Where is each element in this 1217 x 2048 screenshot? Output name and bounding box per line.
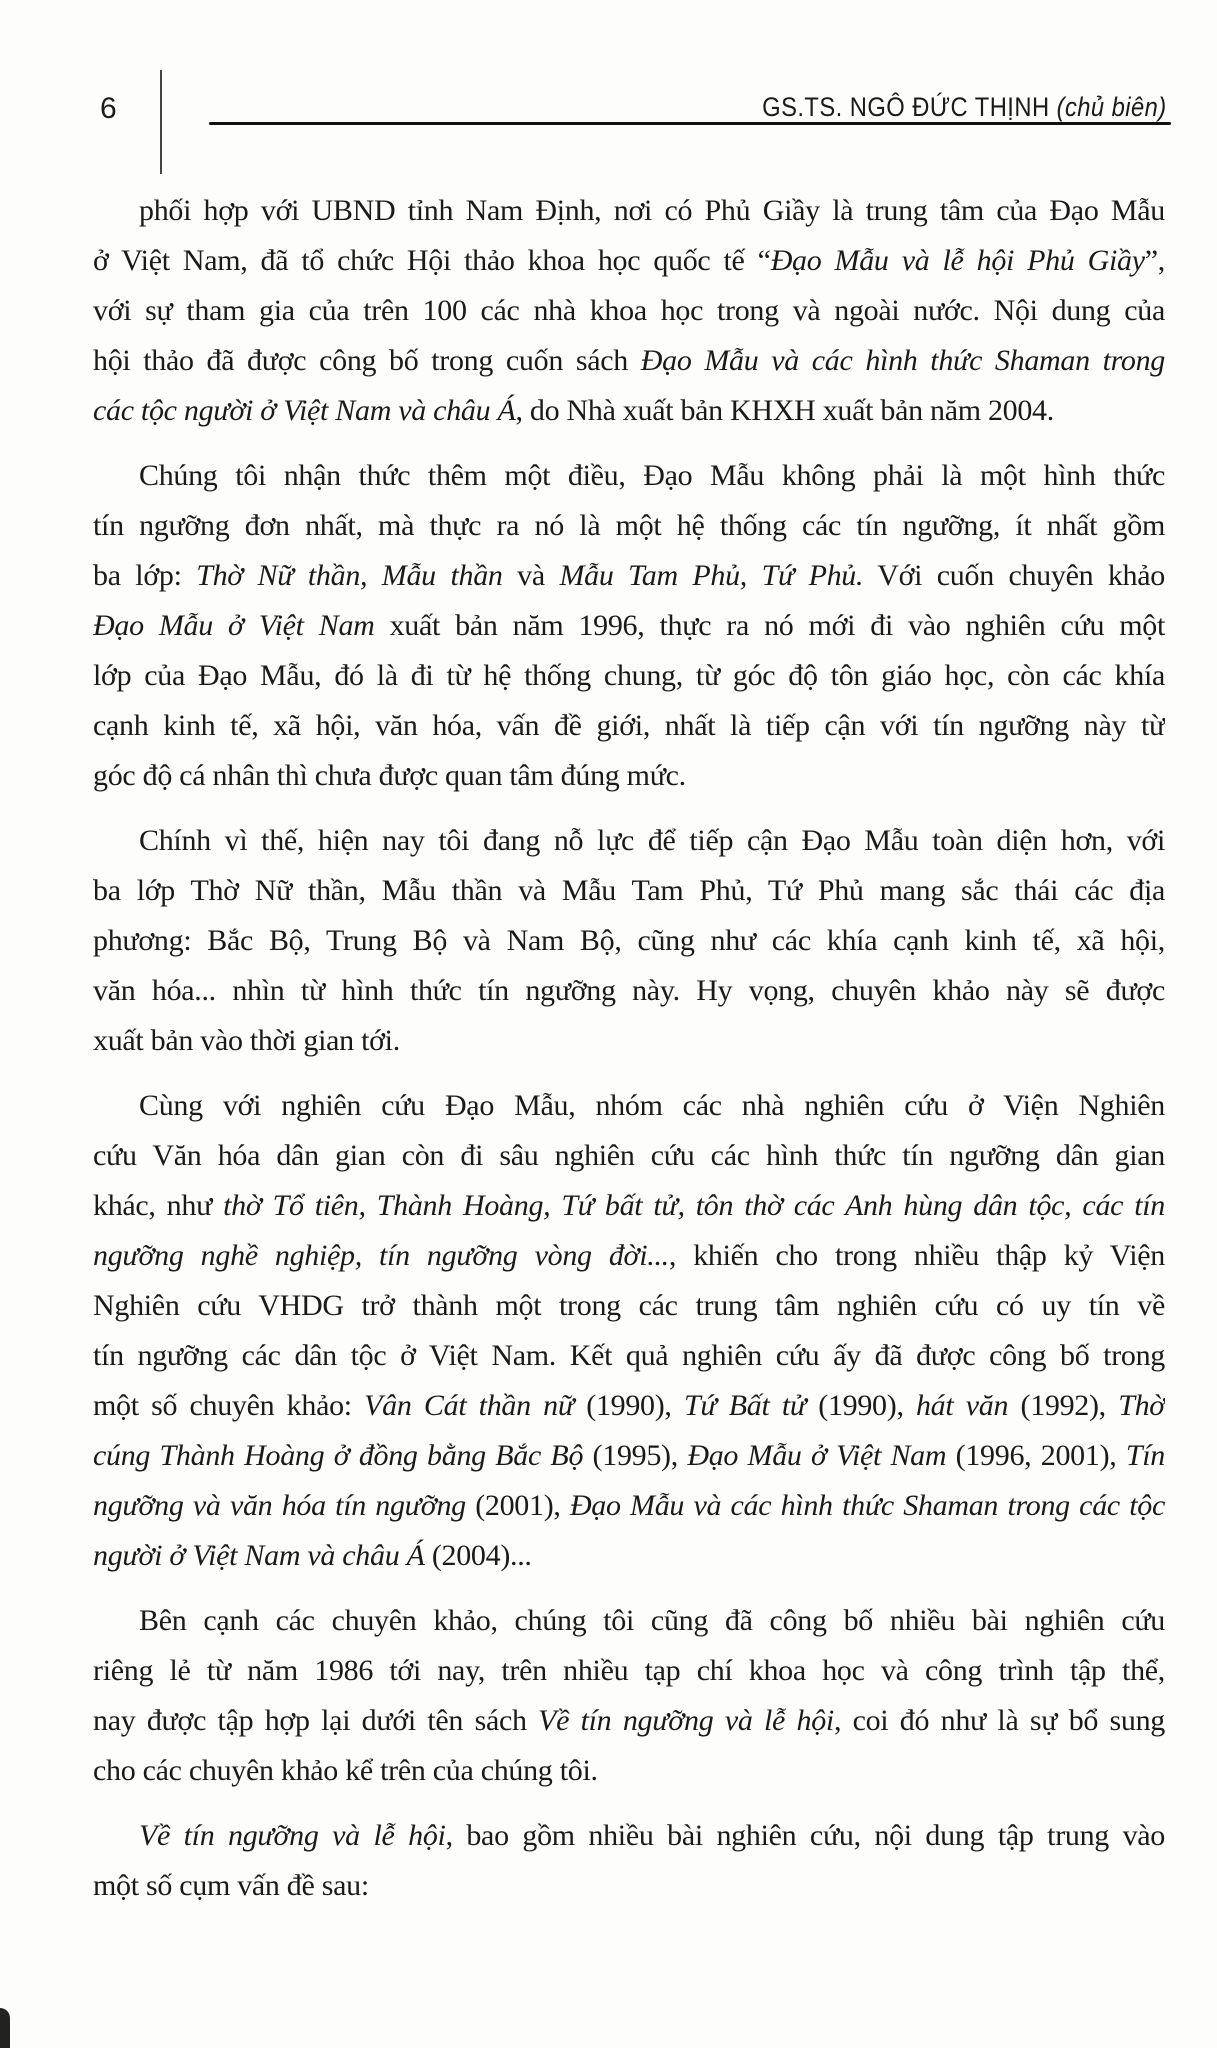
running-head: [762, 92, 1167, 123]
text: , khiến cho trong nhiều thập kỷ Viện: [668, 1239, 1165, 1272]
header-rule: [209, 122, 1171, 125]
body-text: [93, 186, 1165, 1911]
text-line: [93, 1131, 1165, 1181]
text: phương: Bắc Bộ, Trung Bộ và Nam Bộ, cũng như các khía cạnh kinh tế, xã hội,: [93, 924, 1165, 957]
italic-text: Về tín ngưỡng và lễ hội: [139, 1819, 446, 1852]
text-line: [93, 1696, 1165, 1746]
text: Với cuốn chuyên khảo: [863, 559, 1165, 592]
text: với sự tham gia của trên 100 các nhà khoa học trong và ngoài nước. Nội dung của: [93, 294, 1165, 327]
paragraph: [93, 816, 1165, 1066]
italic-text: người ở Việt Nam và châu Á: [93, 1539, 425, 1572]
text: (2004)...: [424, 1539, 532, 1572]
italic-text: Đạo Mẫu và lễ hội Phủ Giầy: [770, 244, 1145, 277]
paragraph: [93, 1811, 1165, 1911]
text-line: [93, 701, 1165, 751]
text: (1992),: [1008, 1389, 1119, 1422]
text-line: [93, 1331, 1165, 1381]
text: , do Nhà xuất bản KHXH xuất bản năm 2004.: [515, 394, 1054, 427]
italic-text: Tín: [1125, 1439, 1165, 1472]
text-line: [93, 1231, 1165, 1281]
text: Cùng với nghiên cứu Đạo Mẫu, nhóm các nhà nghiên cứu ở Viện Nghiên: [139, 1089, 1165, 1122]
text: cho các chuyên khảo kể trên của chúng tôi.: [93, 1754, 598, 1787]
text: Nghiên cứu VHDG trở thành một trong các trung tâm nghiên cứu có uy tín về: [93, 1289, 1165, 1322]
paragraph: [93, 1081, 1165, 1581]
text-line: [93, 386, 1165, 436]
paragraph: [93, 186, 1165, 436]
italic-text: ngưỡng nghề nghiệp, tín ngưỡng vòng đời...: [93, 1239, 669, 1272]
italic-text: Đạo Mẫu và các hình thức Shaman trong: [640, 344, 1165, 377]
text: ở Việt Nam, đã tổ chức Hội thảo khoa học quốc tế “: [93, 244, 771, 277]
text-line: [93, 1281, 1165, 1331]
text-line: [93, 816, 1165, 866]
text: (1990),: [805, 1389, 916, 1422]
italic-text: hát văn: [915, 1389, 1009, 1422]
text-line: [93, 451, 1165, 501]
text-line: [93, 1596, 1165, 1646]
text: , coi đó như là sự bổ sung: [833, 1704, 1165, 1737]
text-line: [93, 1861, 1165, 1911]
text: một số cụm vấn đề sau:: [93, 1869, 369, 1902]
text: tín ngưỡng đơn nhất, mà thực ra nó là một hệ thống các tín ngưỡng, ít nhất gồm: [93, 509, 1165, 542]
text: khác, như: [93, 1189, 224, 1222]
text: và: [502, 559, 560, 592]
text-line: [93, 236, 1165, 286]
text: cứu Văn hóa dân gian còn đi sâu nghiên cứu các hình thức tín ngưỡng dân gian: [93, 1139, 1165, 1172]
italic-text: cúng Thành Hoàng ở đồng bằng Bắc Bộ: [93, 1439, 584, 1472]
text-line: [93, 551, 1165, 601]
text-line: [93, 1081, 1165, 1131]
text: lớp của Đạo Mẫu, đó là đi từ hệ thống chung, từ góc độ tôn giáo học, còn các khía: [93, 659, 1165, 692]
italic-text: Mẫu Tam Phủ, Tứ Phủ.: [559, 559, 864, 592]
italic-text: Vân Cát thần nữ: [364, 1389, 574, 1422]
italic-text: Tứ Bất tử: [683, 1389, 806, 1422]
text-line: [93, 1381, 1165, 1431]
text-line: [93, 1531, 1165, 1581]
text: riêng lẻ từ năm 1986 tới nay, trên nhiều tạp chí khoa học và công trình tập thể,: [93, 1654, 1165, 1687]
text-line: [93, 286, 1165, 336]
text-line: [93, 1746, 1165, 1796]
text: (2001),: [465, 1489, 570, 1522]
italic-text: các tộc người ở Việt Nam và châu Á: [93, 394, 516, 427]
text: nay được tập hợp lại dưới tên sách: [93, 1704, 539, 1737]
text: hội thảo đã được công bố trong cuốn sách: [93, 344, 641, 377]
text: (1995),: [583, 1439, 688, 1472]
paragraph: [93, 451, 1165, 801]
text: (1996, 2001),: [946, 1439, 1126, 1472]
text: ba lớp Thờ Nữ thần, Mẫu thần và Mẫu Tam Phủ, Tứ Phủ mang sắc thái các địa: [93, 874, 1165, 907]
text-line: [93, 1016, 1165, 1066]
text-line: [93, 866, 1165, 916]
italic-text: ngưỡng và văn hóa tín ngưỡng: [93, 1489, 466, 1522]
italic-text: Đạo Mẫu ở Việt Nam: [687, 1439, 947, 1472]
text-line: [93, 651, 1165, 701]
text: , bao gồm nhiều bài nghiên cứu, nội dung tập trung vào: [445, 1819, 1165, 1852]
text: văn hóa... nhìn từ hình thức tín ngưỡng này. Hy vọng, chuyên khảo này sẽ được: [93, 974, 1165, 1007]
text: Chúng tôi nhận thức thêm một điều, Đạo Mẫu không phải là một hình thức: [139, 459, 1165, 492]
text: xuất bản vào thời gian tới.: [93, 1024, 400, 1057]
italic-text: Đạo Mẫu và các hình thức Shaman trong các tộc: [569, 1489, 1165, 1522]
text-line: [93, 501, 1165, 551]
paragraph: [93, 1596, 1165, 1796]
text: Bên cạnh các chuyên khảo, chúng tôi cũng đã công bố nhiều bài nghiên cứu: [139, 1604, 1165, 1637]
page-number: 6: [100, 92, 117, 125]
text-line: [93, 1811, 1165, 1861]
text: Chính vì thế, hiện nay tôi đang nỗ lực để tiếp cận Đạo Mẫu toàn diện hơn, với: [139, 824, 1165, 857]
italic-text: Về tín ngưỡng và lễ hội: [538, 1704, 834, 1737]
text: một số chuyên khảo:: [93, 1389, 365, 1422]
text-line: [93, 751, 1165, 801]
running-head-author: GS.TS. NGÔ ĐỨC THỊNH: [762, 92, 1050, 122]
italic-text: thờ Tổ tiên, Thành Hoàng, Tứ bất tử, tôn thờ các Anh hùng dân tộc, các tín: [223, 1189, 1165, 1222]
text-line: [93, 336, 1165, 386]
text-line: [93, 1481, 1165, 1531]
text: tín ngưỡng các dân tộc ở Việt Nam. Kết quả nghiên cứu ấy đã được công bố trong: [93, 1339, 1165, 1372]
text: cạnh kinh tế, xã hội, văn hóa, vấn đề giới, nhất là tiếp cận với tín ngưỡng này từ: [93, 709, 1165, 742]
text: xuất bản năm 1996, thực ra nó mới đi vào nghiên cứu một: [374, 609, 1165, 642]
italic-text: Đạo Mẫu ở Việt Nam: [93, 609, 375, 642]
text-line: [93, 916, 1165, 966]
italic-text: Thờ: [1118, 1389, 1165, 1422]
text: góc độ cá nhân thì chưa được quan tâm đúng mức.: [93, 759, 686, 792]
text-line: [93, 1181, 1165, 1231]
text-line: [93, 1646, 1165, 1696]
italic-text: Thờ Nữ thần, Mẫu thần: [196, 559, 503, 592]
text: ba lớp:: [93, 559, 197, 592]
text: (1990),: [573, 1389, 684, 1422]
text-line: [93, 1431, 1165, 1481]
header-vertical-divider: [160, 70, 162, 174]
text: phối hợp với UBND tỉnh Nam Định, nơi có Phủ Giầy là trung tâm của Đạo Mẫu: [139, 194, 1165, 227]
text: ”,: [1144, 244, 1165, 277]
running-head-role: (chủ biên): [1056, 92, 1167, 122]
text-line: [93, 601, 1165, 651]
page-edge-shadow: [0, 2008, 10, 2048]
text-line: [93, 186, 1165, 236]
text-line: [93, 966, 1165, 1016]
